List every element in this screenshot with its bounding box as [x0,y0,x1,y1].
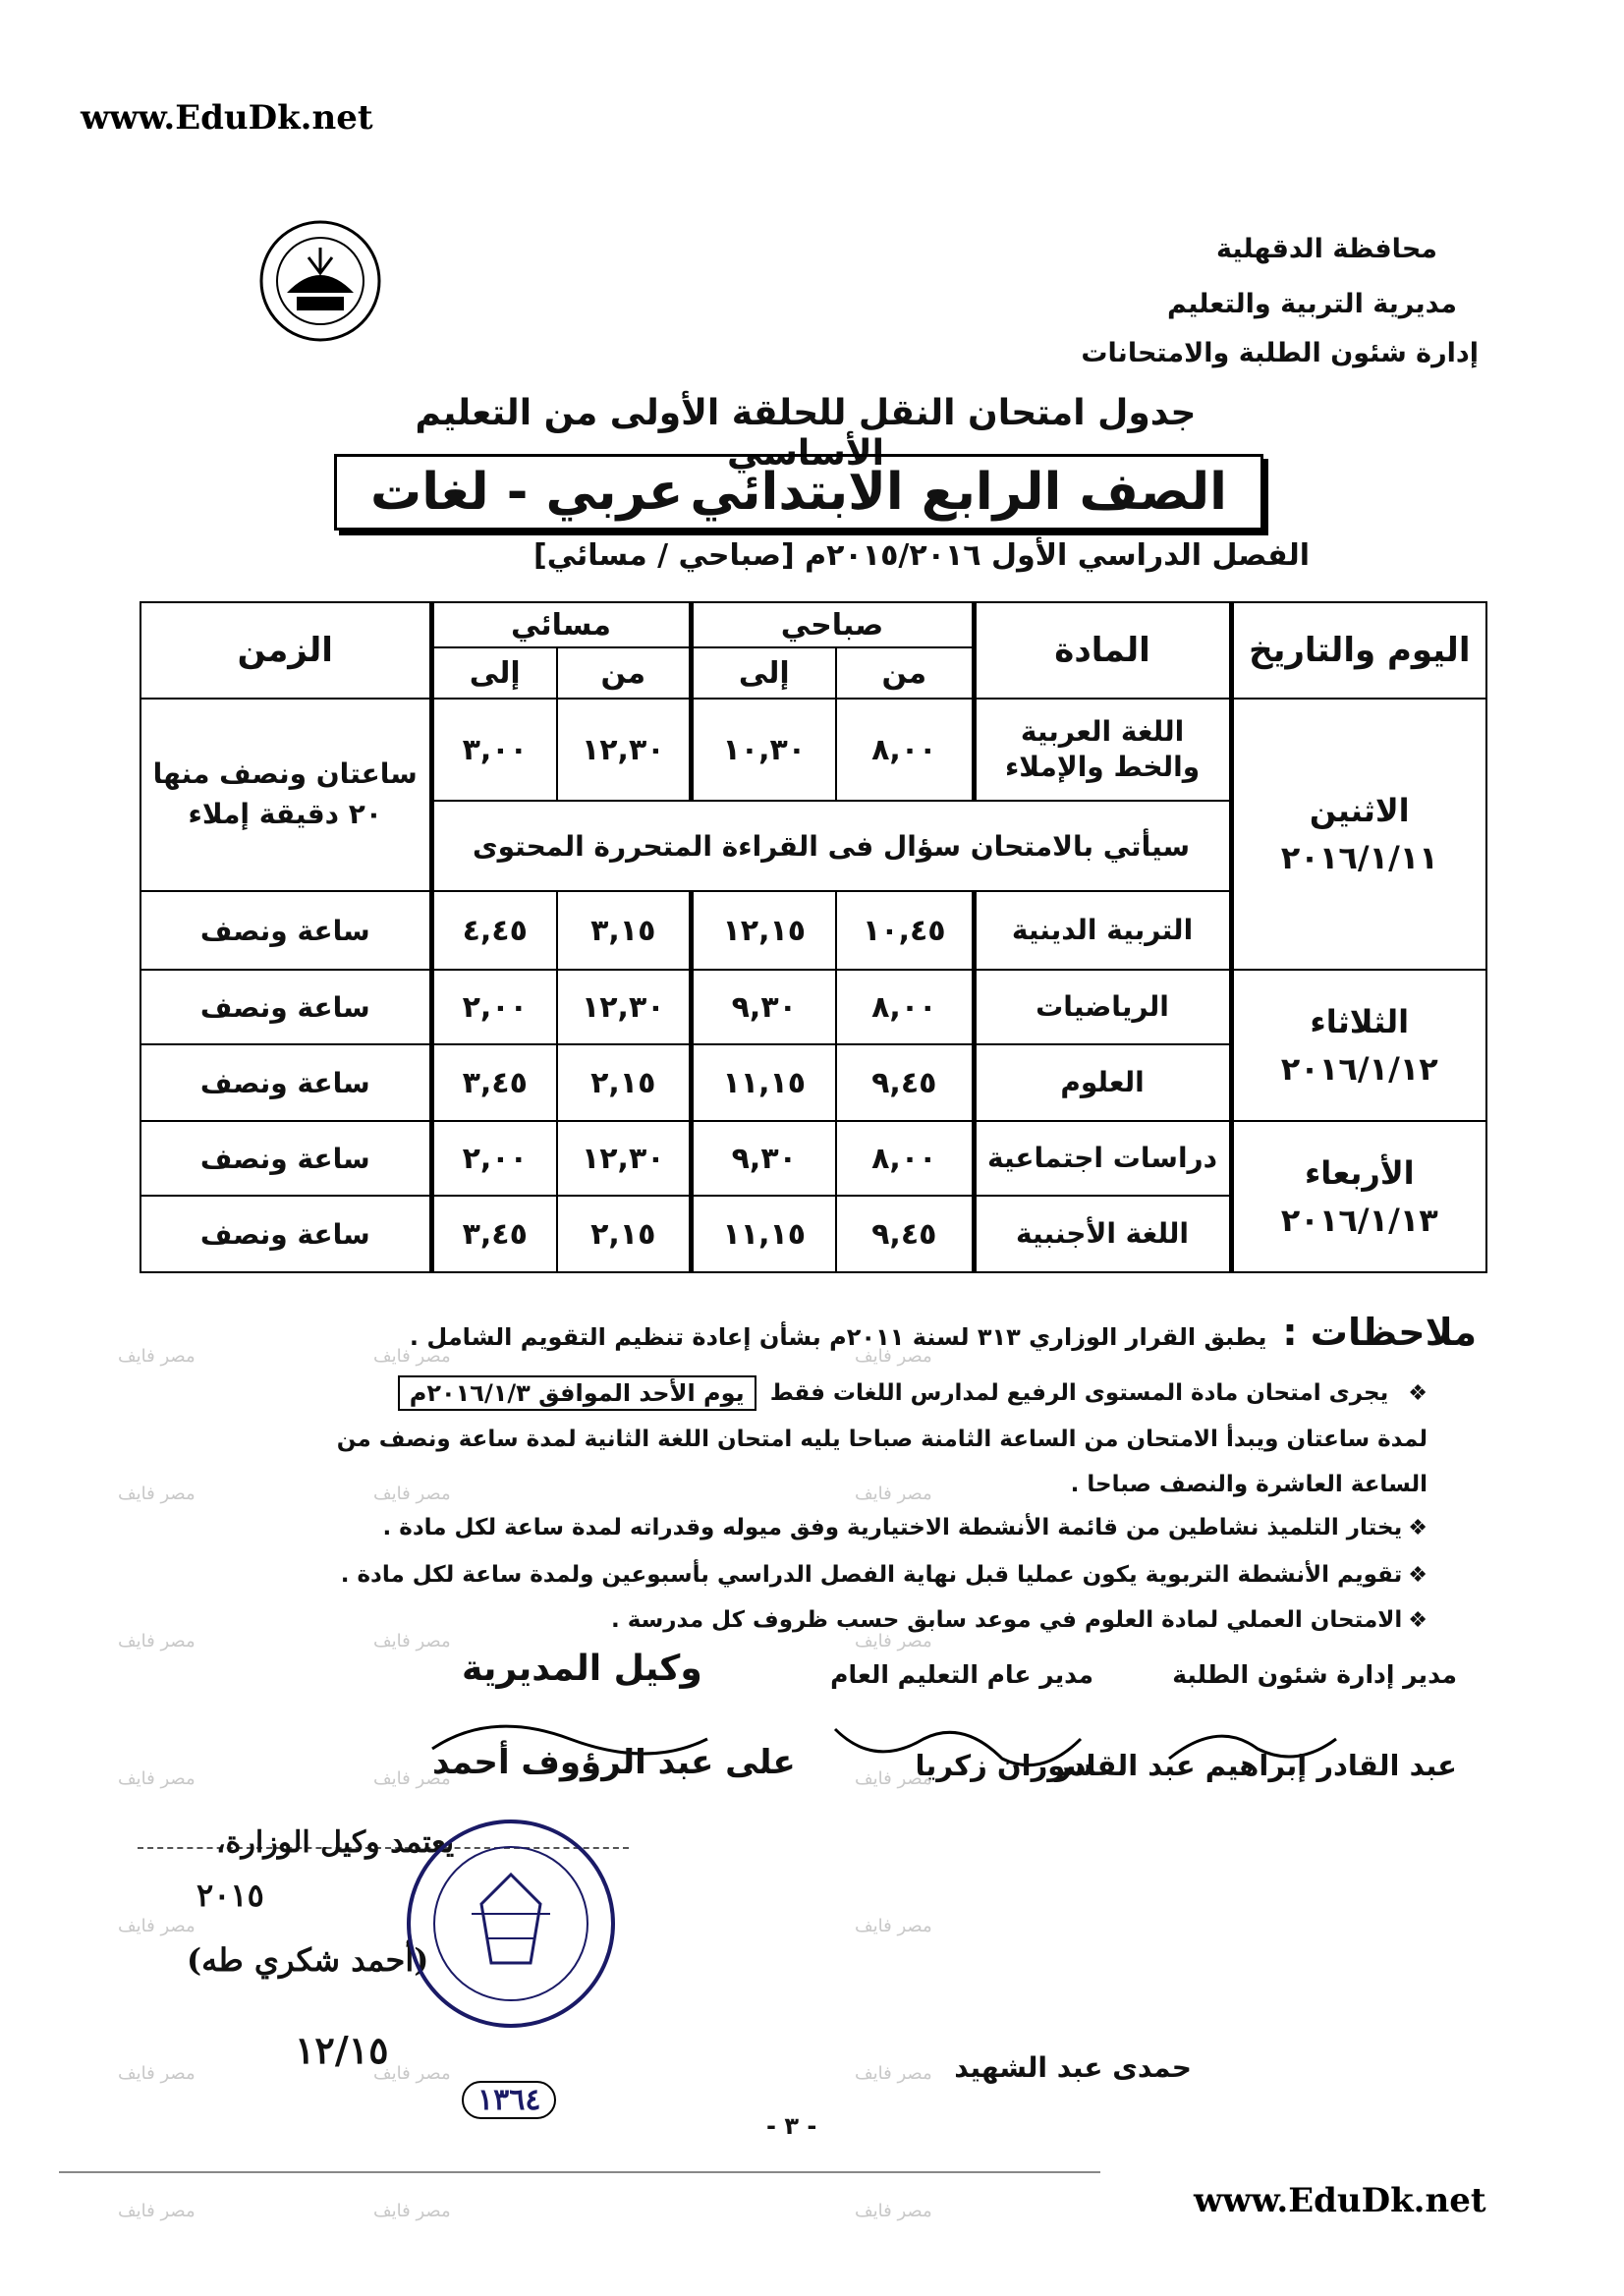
morning-from: ٨,٠٠ [836,1121,974,1196]
header-governorate: محافظة الدقهلية [1216,234,1437,264]
watermark: مصر فايف [855,1768,932,1789]
note-item: ❖تقويم الأنشطة التربوية يكون عمليا قبل نهاية الفصل الدراسي بأسبوعين ولمدة ساعة لكل مادة . [340,1562,1428,1588]
watermark: مصر فايف [855,1916,932,1936]
header-day-date: اليوم والتاريخ [1231,602,1486,699]
subject-arabic: اللغة العربية والخط والإملاء [974,699,1231,801]
bullet-icon: ❖ [1408,1380,1428,1406]
site-url-top[interactable]: www.EduDk.net [81,98,373,138]
watermark: مصر فايف [855,1631,932,1652]
morning-from: ٩,٤٥ [836,1196,974,1272]
emblem-seal [257,218,383,344]
evening-from: ٣,١٥ [557,891,691,970]
watermark: مصر فايف [855,2063,932,2084]
duration: ساعة ونصف [140,891,431,970]
morning-from: ٨,٠٠ [836,699,974,801]
header-subject: المادة [974,602,1231,699]
page-number: - ٣ - [766,2112,817,2140]
evening-from: ٢,١٥ [557,1196,691,1272]
approval-year: ٢٠١٥ [196,1876,264,1914]
note-item-cont: الساعة العاشرة والنصف صباحا . [1070,1472,1428,1497]
header-evening-to: إلى [431,647,557,699]
duration: ساعة ونصف [140,1196,431,1272]
watermark: مصر فايف [118,1346,196,1367]
watermark: مصر فايف [118,2201,196,2221]
bullet-icon: ❖ [1408,1563,1428,1588]
boxed-date: يوم الأحد الموافق ٢٠١٦/١/٣م [398,1375,756,1411]
watermark: مصر فايف [855,1484,932,1504]
bottom-signer: حمدى عبد الشهيد [954,2051,1192,2084]
day-date: ٢٠١٦/١/١١ [1280,839,1438,876]
morning-from: ٨,٠٠ [836,970,974,1044]
notes-heading: ملاحظات : [1282,1311,1477,1354]
morning-to: ١٠,٣٠ [691,699,836,801]
day-name: الثلاثاء [1310,1003,1410,1040]
evening-from: ١٢,٣٠ [557,970,691,1044]
header-evening-from: من [557,647,691,699]
evening-to: ٢,٠٠ [431,970,557,1044]
emblem-icon [257,218,383,344]
evening-from: ١٢,٣٠ [557,1121,691,1196]
evening-to: ٤,٤٥ [431,891,557,970]
morning-to: ١١,١٥ [691,1044,836,1121]
watermark: مصر فايف [118,1484,196,1504]
evening-to: ٣,٠٠ [431,699,557,801]
morning-to: ١٢,١٥ [691,891,836,970]
morning-to: ١١,١٥ [691,1196,836,1272]
official-stamp [403,1816,619,2032]
header-directorate: مديرية التربية والتعليم [1167,289,1457,319]
main-title: جدول امتحان النقل للحلقة الأولى من التعليم الأساسي [415,393,1197,474]
sig-name-3: على عبد الرؤوف أحمد [432,1743,796,1782]
morning-to: ٩,٣٠ [691,1121,836,1196]
day-date: ٢٠١٦/١/١٢ [1280,1050,1438,1088]
watermark: مصر فايف [373,1484,451,1504]
day-tuesday [1231,970,1486,1121]
header-morning-to: إلى [691,647,836,699]
bullet-icon: ❖ [1408,1608,1428,1633]
note-item: ❖الامتحان العملي لمادة العلوم في موعد سابق حسب ظروف كل مدرسة . [610,1607,1428,1633]
morning-to: ٩,٣٠ [691,970,836,1044]
stamp-icon [403,1816,619,2032]
duration: ساعة ونصف [140,1044,431,1121]
site-url-bottom[interactable]: www.EduDk.net [1194,2181,1486,2220]
evening-to: ٢,٠٠ [431,1121,557,1196]
note-item: ❖ يجرى امتحان مادة المستوى الرفيع لمدارس اللغات فقط يوم الأحد الموافق ٢٠١٦/١/٣م [199,1375,1428,1411]
day-date: ٢٠١٦/١/١٣ [1280,1202,1438,1239]
note-item-cont: لمدة ساعتان ويبدأ الامتحان من الساعة الثامنة صباحا يليه امتحان اللغة الثانية لمدة ساعة ونصف من [336,1427,1428,1452]
subject-religion: التربية الدينية [974,891,1231,970]
watermark: مصر فايف [373,1768,451,1789]
evening-to: ٣,٤٥ [431,1044,557,1121]
term-subtitle: الفصل الدراسي الأول ٢٠١٥/٢٠١٦م [صباحي / مسائي] [532,538,1310,573]
subject-science: العلوم [974,1044,1231,1121]
watermark: مصر فايف [118,1631,196,1652]
bullet-icon: ❖ [1408,1516,1428,1540]
evening-from: ١٢,٣٠ [557,699,691,801]
watermark: مصر فايف [373,1346,451,1367]
watermark: مصر فايف [855,2201,932,2221]
approval-name: (أحمد شكري طه) [187,1941,429,1979]
grade-box [334,454,1263,531]
evening-to: ٣,٤٥ [431,1196,557,1272]
subject-social-studies: دراسات اجتماعية [974,1121,1231,1196]
sig-title-student-affairs: مدير إدارة شئون الطلبة [1172,1660,1457,1689]
reading-note: سيأتي بالامتحان سؤال فى القراءة المتحررة المحتوى [431,801,1231,891]
watermark: مصر فايف [373,2063,451,2084]
day-name: الاثنين [1309,792,1410,829]
day-wednesday [1231,1121,1486,1272]
header-morning: صباحي [691,602,974,647]
morning-from: ٩,٤٥ [836,1044,974,1121]
duration: ساعة ونصف [140,970,431,1044]
notes-decree: يطبق القرار الوزاري ٣١٣ لسنة ٢٠١١م بشأن إعادة تنظيم التقويم الشامل . [409,1323,1267,1351]
watermark: مصر فايف [373,1631,451,1652]
evening-from: ٢,١٥ [557,1044,691,1121]
duration-arabic: ساعتان ونصف منها ٢٠ دقيقة إملاء [140,699,431,891]
exam-schedule-table [140,601,1487,1273]
header-morning-from: من [836,647,974,699]
header-duration: الزمن [140,602,431,699]
morning-from: ١٠,٤٥ [836,891,974,970]
watermark: مصر فايف [118,1916,196,1936]
duration: ساعة ونصف [140,1121,431,1196]
approval-line: يعتمد وكيل الوزارة، [216,1825,455,1860]
school-type: عربي - لغات [370,463,684,522]
watermark: مصر فايف [118,2063,196,2084]
sig-name-2: سوزان زكريا [915,1749,1093,1782]
subject-foreign-language: اللغة الأجنبية [974,1196,1231,1272]
stamp-number: ١٣٦٤ [462,2081,556,2119]
sig-title-deputy: وكيل المديرية [462,1649,702,1689]
watermark: مصر فايف [855,1346,932,1367]
day-name: الأربعاء [1304,1154,1415,1192]
sig-title-general-education: مدير عام التعليم العام [830,1660,1093,1689]
grade-title: الصف الرابع الابتدائي [690,463,1227,522]
header-department: إدارة شئون الطلبة والامتحانات [1081,338,1479,368]
approval-date: ١٢/١٥ [295,2028,389,2072]
watermark: مصر فايف [373,2201,451,2221]
subject-math: الرياضيات [974,970,1231,1044]
day-monday [1231,699,1486,970]
bottom-rule [59,2171,1100,2173]
sig-name-1: عبد القادر إبراهيم عبد القادر [1054,1749,1457,1782]
watermark: مصر فايف [118,1768,196,1789]
note-item: ❖يختار التلميذ نشاطين من قائمة الأنشطة الاختيارية وفق ميوله وقدراته لمدة ساعة لكل مادة . [382,1515,1428,1540]
header-evening: مسائي [431,602,691,647]
